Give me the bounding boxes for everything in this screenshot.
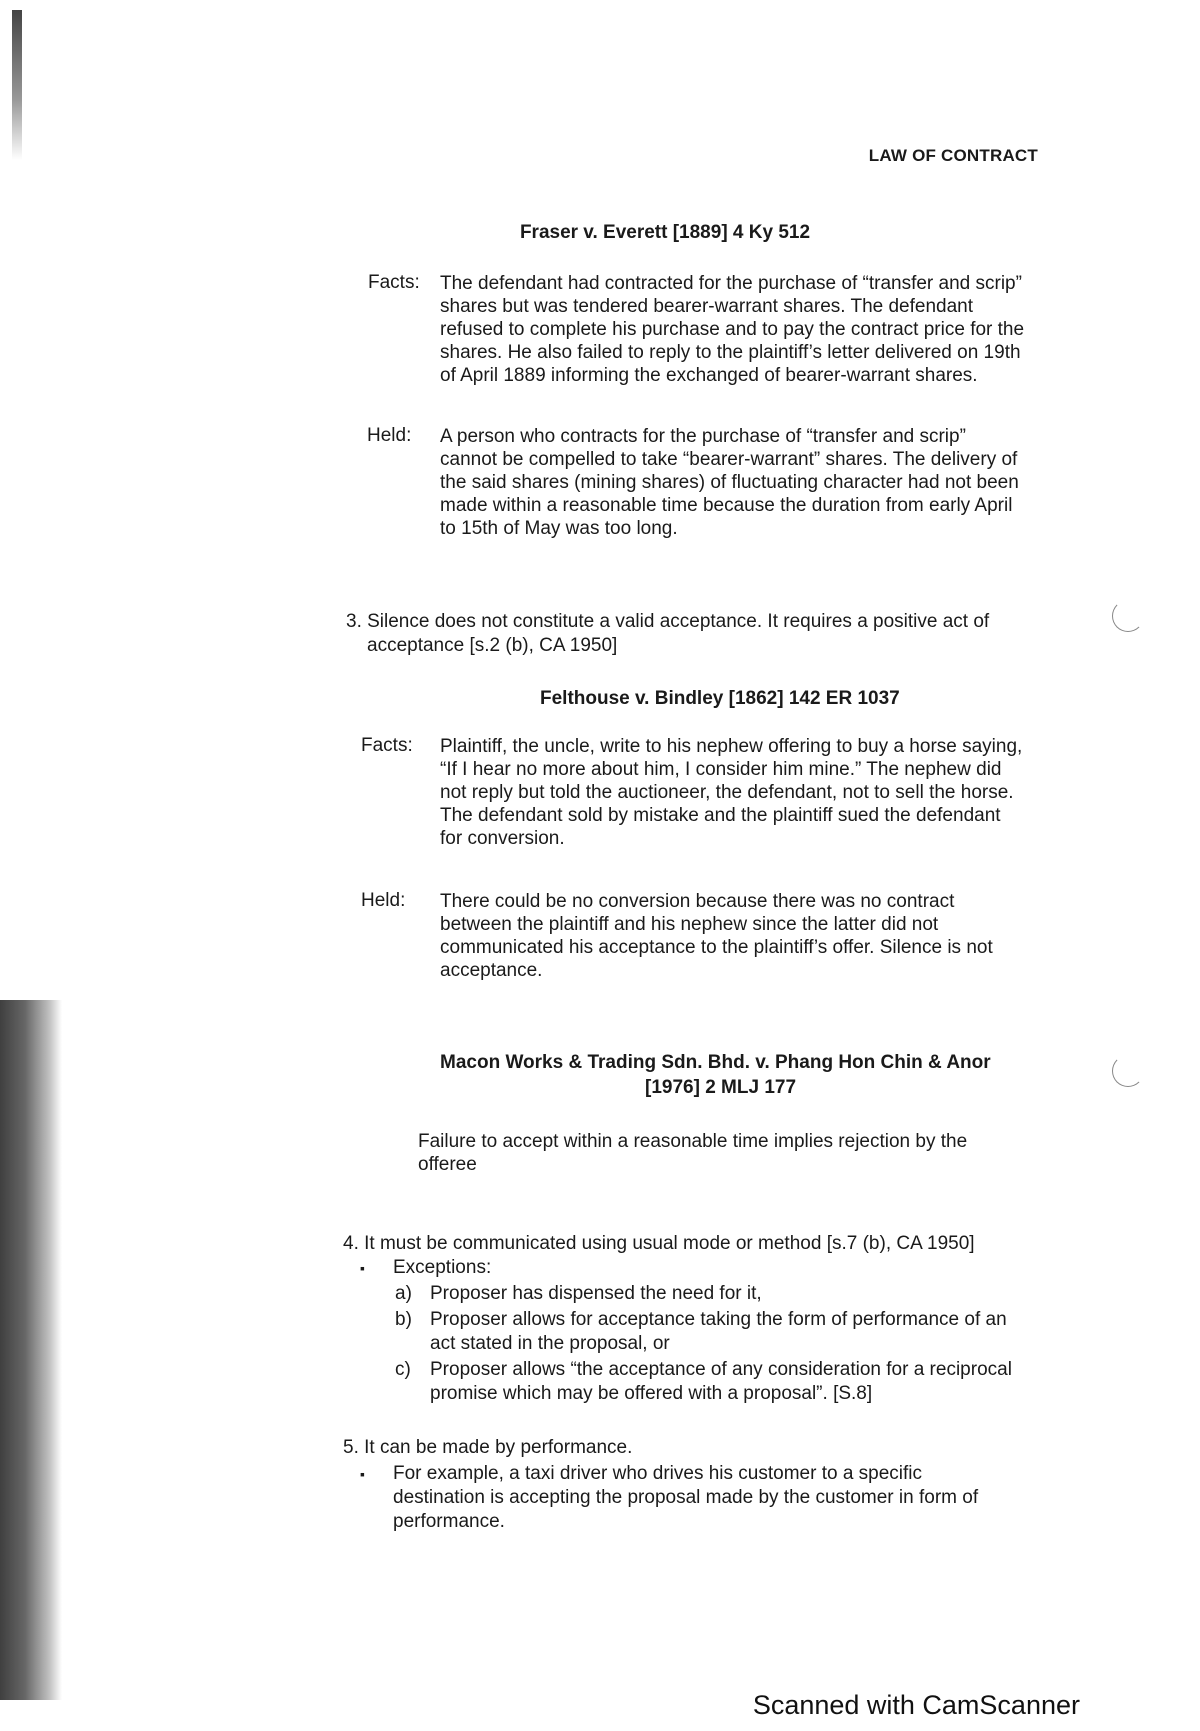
facts-label: Facts:: [361, 735, 413, 756]
bullet-icon: ▪: [360, 1466, 365, 1482]
text-line: offeree: [418, 1154, 477, 1175]
held-label: Held:: [367, 425, 412, 446]
text-line: 3. Silence does not constitute a valid acceptance. It requires a positive act of: [346, 611, 990, 632]
case2-held: [440, 890, 1038, 982]
exception-item: [430, 1358, 1040, 1406]
text-line: the said shares (mining shares) of fluctuating character had not been: [440, 472, 1019, 493]
text-line: performance.: [393, 1511, 505, 1532]
text-line: shares but was tendered bearer-warrant shares. The defendant: [440, 296, 974, 317]
text-line: The defendant sold by mistake and the plaintiff sued the defendant: [440, 805, 1001, 826]
facts-label: Facts:: [368, 272, 420, 293]
text-line: acceptance [s.2 (b), CA 1950]: [367, 635, 618, 656]
case3-text: [418, 1130, 1038, 1176]
list-marker: b): [395, 1309, 412, 1330]
case-title-felthouse: Felthouse v. Bindley [1862] 142 ER 1037: [540, 688, 900, 709]
punch-hole-mark: [1112, 600, 1144, 632]
case-title-macon: Macon Works & Trading Sdn. Bhd. v. Phang Hon Chin & Anor: [440, 1052, 991, 1073]
list-marker: c): [395, 1359, 411, 1380]
case-citation-macon: [1976] 2 MLJ 177: [645, 1077, 797, 1098]
text-line: communicated his acceptance to the plaintiff’s offer. Silence is not: [440, 937, 993, 958]
exceptions-label: Exceptions:: [393, 1257, 492, 1278]
camscanner-watermark: Scanned with CamScanner: [752, 1690, 1080, 1720]
text-line: Plaintiff, the uncle, write to his nephew offering to buy a horse saying,: [440, 736, 1023, 757]
text-line: There could be no conversion because there was no contract: [440, 891, 955, 912]
text-line: Proposer allows for acceptance taking the form of performance of an: [430, 1309, 1007, 1330]
bullet-icon: ▪: [360, 1260, 365, 1276]
text-line: for conversion.: [440, 828, 565, 849]
text-line: refused to complete his purchase and to pay the contract price for the: [440, 319, 1025, 340]
text-line: “If I hear no more about him, I consider him mine.” The nephew did: [440, 759, 1002, 780]
text-line: to 15th of May was too long.: [440, 518, 678, 539]
punch-hole-mark: [1112, 1055, 1144, 1087]
text-line: Failure to accept within a reasonable time implies rejection by the: [418, 1131, 968, 1152]
point-5: 5. It can be made by performance.: [343, 1437, 633, 1458]
held-label: Held:: [361, 890, 406, 911]
scan-shadow-top: [12, 10, 22, 160]
text-line: made within a reasonable time because the duration from early April: [440, 495, 1013, 516]
text-line: Proposer allows “the acceptance of any consideration for a reciprocal: [430, 1359, 1012, 1380]
point5-example: [393, 1462, 1033, 1534]
text-line: acceptance.: [440, 960, 543, 981]
case2-facts: [440, 735, 1038, 850]
exception-item: [430, 1282, 1040, 1306]
exception-item: [430, 1308, 1040, 1356]
text-line: A person who contracts for the purchase of “transfer and scrip”: [440, 426, 966, 447]
scan-shadow-edge: [0, 1000, 62, 1700]
case1-facts: [440, 272, 1038, 387]
point-3: [346, 610, 1046, 658]
text-line: of April 1889 informing the exchanged of bearer-warrant shares.: [440, 365, 978, 386]
case-title-fraser: Fraser v. Everett [1889] 4 Ky 512: [519, 222, 811, 243]
text-line: For example, a taxi driver who drives his customer to a specific: [393, 1463, 923, 1484]
text-line: not reply but told the auctioneer, the defendant, not to sell the horse.: [440, 782, 1014, 803]
page-header: LAW OF CONTRACT: [868, 146, 1038, 165]
text-line: shares. He also failed to reply to the plaintiff’s letter delivered on 19th: [440, 342, 1021, 363]
case1-held: [440, 425, 1038, 540]
point-4: 4. It must be communicated using usual mode or method [s.7 (b), CA 1950]: [343, 1233, 975, 1254]
list-marker: a): [395, 1283, 412, 1304]
text-line: act stated in the proposal, or: [430, 1333, 670, 1354]
text-line: Proposer has dispensed the need for it,: [430, 1283, 762, 1304]
text-line: cannot be compelled to take “bearer-warrant” shares. The delivery of: [440, 449, 1018, 470]
text-line: between the plaintiff and his nephew since the latter did not: [440, 914, 939, 935]
text-line: promise which may be offered with a proposal”. [S.8]: [430, 1383, 873, 1404]
text-line: The defendant had contracted for the purchase of “transfer and scrip”: [440, 273, 1022, 294]
text-line: destination is accepting the proposal made by the customer in form of: [393, 1487, 979, 1508]
